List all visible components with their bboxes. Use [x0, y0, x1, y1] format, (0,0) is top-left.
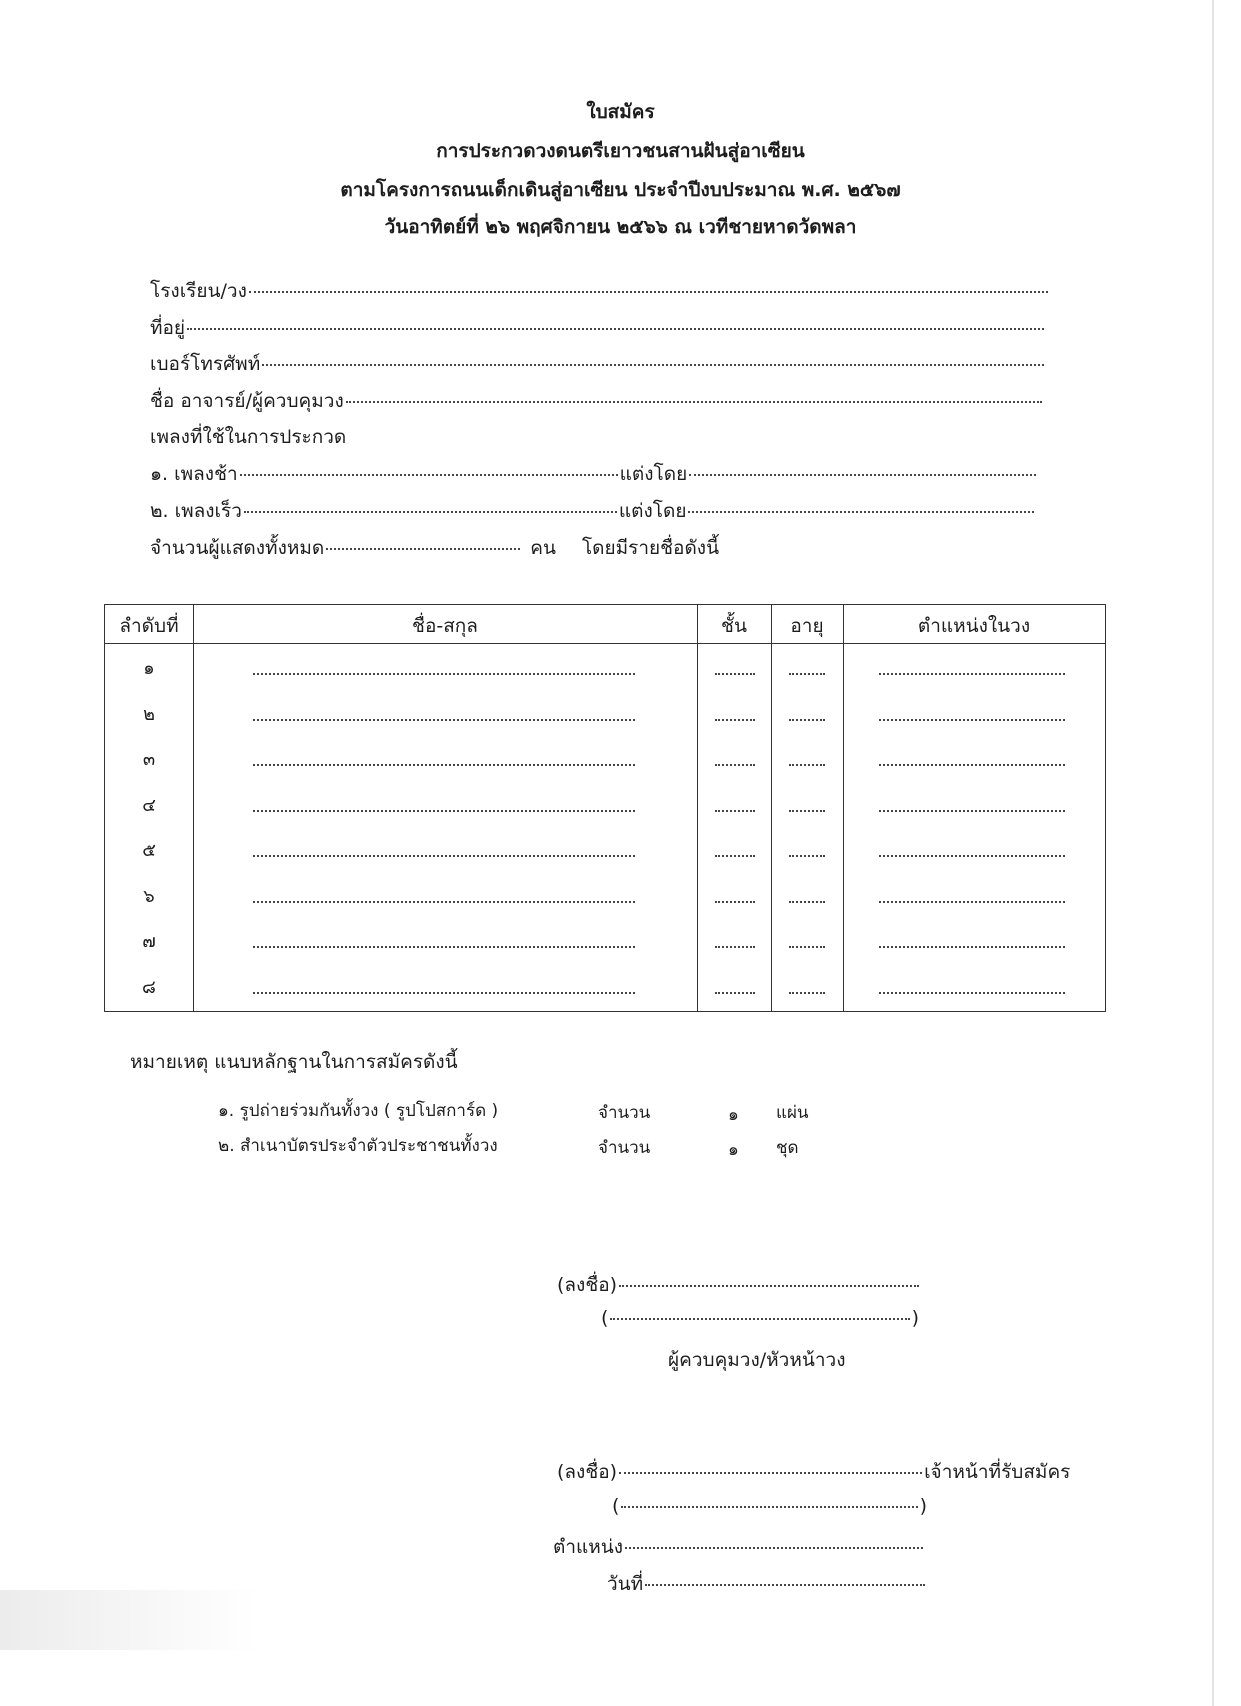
fast-song-composer-blank[interactable] — [688, 511, 1034, 513]
name-blank[interactable] — [253, 855, 635, 857]
name-blank[interactable] — [253, 673, 635, 675]
age-blank[interactable] — [789, 992, 825, 994]
leader-signature-field[interactable] — [557, 1270, 921, 1300]
row-number: ๘ — [142, 976, 156, 998]
position-blank[interactable] — [879, 810, 1065, 812]
col-divider — [771, 605, 772, 1011]
address-label: ที่อยู่ — [150, 317, 186, 339]
col-divider — [697, 605, 698, 1011]
grade-blank[interactable] — [715, 810, 755, 812]
performers-field[interactable] — [150, 533, 719, 563]
header-position: ตำแหน่งในวง — [917, 615, 1031, 637]
name-blank[interactable] — [253, 946, 635, 948]
position-blank[interactable] — [879, 764, 1065, 766]
scan-edge — [1212, 0, 1214, 1706]
age-blank[interactable] — [789, 855, 825, 857]
grade-blank[interactable] — [715, 855, 755, 857]
fast-song-composer-label: แต่งโดย — [618, 500, 687, 522]
leader-name-blank[interactable] — [610, 1318, 909, 1320]
teacher-label: ชื่อ อาจารย์/ผู้ควบคุมวง — [150, 390, 344, 412]
songs-heading-label: เพลงที่ใช้ในการประกวด — [150, 426, 347, 448]
phone-field[interactable] — [150, 349, 1046, 379]
teacher-field[interactable] — [150, 386, 1044, 416]
position-blank[interactable] — [879, 719, 1065, 721]
project-name: ตามโครงการถนนเด็กเดินสู่อาเซียน ประจำปีงบประมาณ พ.ศ. ๒๕๖๗ — [340, 179, 901, 201]
notes-heading: หมายเหตุ แนบหลักฐานในการสมัครดังนี้ — [130, 1051, 458, 1073]
note-item-qty-label: จำนวน — [598, 1138, 651, 1158]
age-blank[interactable] — [789, 673, 825, 675]
slow-song-composer-blank[interactable] — [689, 474, 1036, 476]
leader-close-paren: ) — [911, 1307, 919, 1329]
officer-role-label: เจ้าหน้าที่รับสมัคร — [924, 1461, 1071, 1483]
teacher-blank[interactable] — [346, 401, 1042, 403]
row-number: ๓ — [142, 749, 156, 770]
slow-song-label: ๑. เพลงช้า — [150, 463, 238, 485]
fast-song-blank[interactable] — [244, 511, 617, 513]
header-name: ชื่อ-สกุล — [412, 615, 478, 637]
scan-smudge — [0, 1590, 260, 1650]
songs-heading — [150, 422, 346, 452]
officer-date-blank[interactable] — [645, 1584, 925, 1586]
address-field[interactable] — [150, 313, 1046, 343]
names-follow-label: โดยมีรายชื่อดังนี้ — [581, 537, 720, 559]
leader-sign-label: (ลงชื่อ) — [557, 1274, 618, 1296]
row-number: ๒ — [143, 703, 155, 725]
header-order: ลำดับที่ — [119, 615, 179, 637]
officer-date-label: วันที่ — [607, 1573, 644, 1595]
performers-label: จำนวนผู้แสดงทั้งหมด — [150, 537, 325, 559]
members-table — [104, 604, 1106, 1012]
age-blank[interactable] — [789, 764, 825, 766]
grade-blank[interactable] — [715, 992, 755, 994]
age-blank[interactable] — [789, 946, 825, 948]
note-item-unit: แผ่น — [776, 1103, 809, 1123]
officer-position-field[interactable] — [553, 1532, 925, 1562]
slow-song-composer-label: แต่งโดย — [619, 463, 688, 485]
slow-song-blank[interactable] — [240, 474, 618, 476]
officer-position-label: ตำแหน่ง — [553, 1536, 624, 1558]
grade-blank[interactable] — [715, 719, 755, 721]
leader-open-paren: ( — [601, 1307, 609, 1329]
position-blank[interactable] — [879, 673, 1065, 675]
school-field[interactable] — [150, 276, 1050, 306]
officer-sign-label: (ลงชื่อ) — [557, 1461, 618, 1483]
slow-song-field[interactable] — [150, 459, 1038, 489]
fast-song-field[interactable] — [150, 496, 1036, 526]
col-divider — [843, 605, 844, 1011]
row-number: ๗ — [142, 931, 156, 952]
note-item-unit: ชุด — [776, 1138, 799, 1158]
grade-blank[interactable] — [715, 901, 755, 903]
leader-sign-blank[interactable] — [619, 1285, 919, 1287]
name-blank[interactable] — [253, 901, 635, 903]
header-divider — [105, 643, 1105, 644]
officer-name-field[interactable] — [612, 1495, 927, 1517]
contest-name: การประกวดวงดนตรีเยาวชนสานฝันสู่อาเซียน — [436, 140, 805, 162]
form-title: ใบสมัคร — [586, 101, 655, 123]
row-number: ๑ — [143, 658, 155, 679]
leader-role-label: ผู้ควบคุมวง/หัวหน้าวง — [668, 1349, 846, 1371]
age-blank[interactable] — [789, 901, 825, 903]
name-blank[interactable] — [253, 992, 635, 994]
position-blank[interactable] — [879, 901, 1065, 903]
position-blank[interactable] — [879, 992, 1065, 994]
position-blank[interactable] — [879, 946, 1065, 948]
header-grade: ชั้น — [721, 615, 747, 637]
officer-name-blank[interactable] — [621, 1506, 917, 1508]
age-blank[interactable] — [789, 810, 825, 812]
row-number: ๖ — [143, 885, 155, 907]
persons-unit: คน — [530, 537, 556, 559]
officer-close-paren: ) — [919, 1495, 927, 1517]
note-item-label: ๒. สำเนาบัตรประจำตัวประชาชนทั้งวง — [218, 1136, 498, 1156]
row-number: ๕ — [142, 840, 156, 861]
position-blank[interactable] — [879, 855, 1065, 857]
school-blank[interactable] — [249, 291, 1048, 293]
grade-blank[interactable] — [715, 673, 755, 675]
officer-open-paren: ( — [612, 1495, 620, 1517]
name-blank[interactable] — [253, 810, 635, 812]
fast-song-label: ๒. เพลงเร็ว — [150, 500, 242, 522]
school-label: โรงเรียน/วง — [150, 280, 247, 302]
phone-blank[interactable] — [262, 364, 1044, 366]
name-blank[interactable] — [253, 719, 635, 721]
note-item-qty: ๑ — [728, 1140, 739, 1160]
header-age: อายุ — [790, 615, 824, 637]
officer-position-blank[interactable] — [625, 1547, 923, 1549]
name-blank[interactable] — [253, 764, 635, 766]
age-blank[interactable] — [789, 719, 825, 721]
note-item-label: ๑. รูปถ่ายร่วมกันทั้งวง ( รูปโปสการ์ด ) — [218, 1101, 499, 1121]
leader-role — [668, 1345, 845, 1375]
officer-signature-field[interactable] — [557, 1457, 1077, 1487]
officer-sign-blank[interactable] — [619, 1472, 922, 1474]
officer-date-field[interactable] — [607, 1569, 927, 1599]
address-blank[interactable] — [187, 328, 1044, 330]
phone-label: เบอร์โทรศัพท์ — [150, 353, 261, 375]
leader-name-field[interactable] — [601, 1307, 919, 1329]
note-item-qty-label: จำนวน — [598, 1103, 651, 1123]
note-item-qty: ๑ — [728, 1105, 739, 1125]
grade-blank[interactable] — [715, 946, 755, 948]
performers-blank[interactable] — [326, 548, 520, 550]
event-date-venue: วันอาทิตย์ที่ ๒๖ พฤศจิกายน ๒๕๖๖ ณ เวทีชายหาดวัดพลา — [384, 216, 857, 238]
col-divider — [193, 605, 194, 1011]
row-number: ๔ — [142, 794, 156, 816]
grade-blank[interactable] — [715, 764, 755, 766]
